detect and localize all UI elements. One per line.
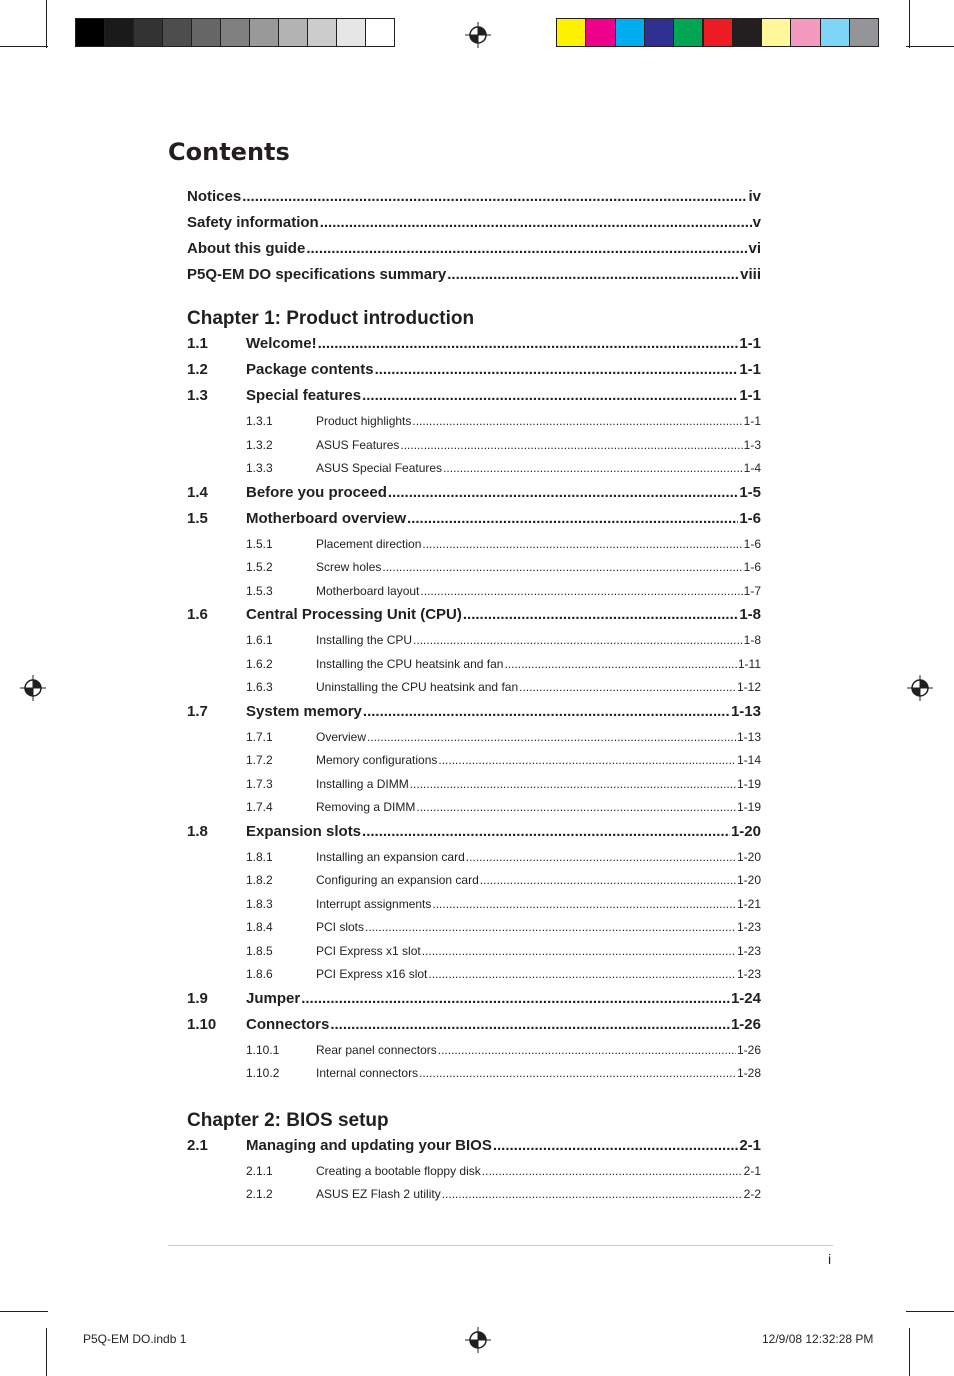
- toc-entry-label: Product highlights: [316, 414, 412, 428]
- toc-entry-label: Jumper: [246, 989, 301, 1007]
- toc-entry[interactable]: [246, 850, 761, 864]
- toc-entry-number: 1.7.1: [246, 729, 273, 744]
- calibration-swatch: [307, 18, 337, 47]
- toc-entry-number: 1.6.3: [246, 680, 273, 694]
- toc-entry-number: 1.8.2: [246, 873, 273, 887]
- toc-entry-number: 1.3.2: [246, 437, 273, 452]
- calibration-swatch: [703, 18, 733, 47]
- toc-entry-page: 1-13: [736, 729, 761, 744]
- calibration-swatch: [790, 18, 820, 47]
- toc-entry-label: Installing the CPU heatsink and fan: [316, 656, 504, 671]
- toc-entry[interactable]: [246, 920, 761, 934]
- toc-entry-page: 1-1: [739, 361, 761, 378]
- toc-entry-page: 2-1: [739, 1136, 761, 1154]
- toc-entry-page: 1-6: [739, 509, 761, 527]
- toc-entry[interactable]: [246, 873, 761, 887]
- registration-mark-icon: [465, 22, 491, 48]
- toc-entry[interactable]: [246, 584, 761, 598]
- registration-mark-icon: [465, 1327, 491, 1353]
- toc-entry-page: 1-6: [743, 536, 761, 551]
- calibration-swatch: [761, 18, 791, 47]
- toc-entry-label: About this guide: [187, 240, 306, 257]
- toc-entry-page: 1-14: [736, 753, 761, 767]
- toc-dot-leader: [447, 266, 739, 283]
- toc-entry-page: 1-6: [743, 560, 761, 574]
- toc-entry-page: vi: [748, 240, 761, 257]
- toc-dot-leader: [420, 584, 742, 598]
- toc-entry-page: 1-21: [736, 896, 761, 911]
- toc-dot-leader: [422, 537, 742, 551]
- toc-entry-number: 1.7.2: [246, 753, 273, 767]
- toc-entry-page: 1-1: [739, 387, 761, 404]
- toc-entry-number: 1.6.1: [246, 633, 273, 647]
- print-slug-timestamp: 12/9/08 12:32:28 PM: [762, 1332, 874, 1346]
- toc-entry-page: 1-8: [743, 633, 761, 647]
- toc-entry-label: Screw holes: [316, 560, 382, 574]
- toc-entry-number: 1.10: [187, 1015, 217, 1033]
- toc-entry-page: 1-5: [739, 483, 761, 501]
- toc-entry-number: 1.7.3: [246, 776, 273, 791]
- toc-entry-page: 1-4: [743, 461, 761, 475]
- toc-entry-page: 2-1: [743, 1163, 761, 1178]
- toc-entry-number: 1.10.1: [246, 1042, 280, 1057]
- toc-entry[interactable]: [187, 484, 761, 501]
- toc-entry[interactable]: [187, 214, 761, 231]
- toc-entry-label: Interrupt assignments: [316, 896, 432, 911]
- toc-entry-number: 1.8.5: [246, 943, 273, 958]
- toc-entry-label: ASUS Features: [316, 437, 400, 452]
- calibration-swatch: [365, 18, 395, 47]
- toc-entry-page: 1-26: [730, 1015, 761, 1033]
- toc-entry-label: Creating a bootable floppy disk: [316, 1163, 481, 1178]
- toc-entry-page: 1-24: [730, 989, 761, 1007]
- toc-entry[interactable]: [246, 1164, 761, 1178]
- toc-dot-leader: [432, 897, 736, 911]
- toc-entry-label: ASUS Special Features: [316, 461, 443, 475]
- calibration-swatch: [162, 18, 192, 47]
- toc-entry-page: v: [752, 214, 761, 231]
- calibration-swatch: [820, 18, 850, 47]
- toc-entry-page: 1-19: [736, 800, 761, 814]
- toc-entry[interactable]: [246, 560, 761, 574]
- toc-dot-leader: [362, 823, 730, 840]
- calibration-swatch: [673, 18, 703, 47]
- toc-dot-leader: [519, 680, 736, 694]
- toc-entry[interactable]: [187, 387, 761, 404]
- toc-entry-number: 1.9: [187, 989, 208, 1007]
- calibration-swatch: [644, 18, 674, 47]
- toc-entry[interactable]: [187, 1016, 761, 1033]
- toc-entry-label: Installing the CPU: [316, 633, 413, 647]
- toc-entry-label: Installing an expansion card: [316, 849, 465, 864]
- calibration-swatch: [249, 18, 279, 47]
- chapter-heading: Chapter 2: BIOS setup: [187, 1109, 389, 1131]
- toc-entry-label: Uninstalling the CPU heatsink and fan: [316, 680, 519, 694]
- toc-entry-number: 1.3.1: [246, 414, 273, 428]
- toc-entry-number: 1.5.1: [246, 536, 273, 551]
- toc-entry-page: 1-23: [736, 920, 761, 934]
- toc-entry[interactable]: [246, 967, 761, 981]
- toc-entry-page: 1-11: [737, 656, 761, 671]
- toc-entry-label: Managing and updating your BIOS: [246, 1136, 492, 1154]
- calibration-swatch: [556, 18, 586, 47]
- calibration-swatch: [732, 18, 762, 47]
- toc-entry[interactable]: [187, 266, 761, 283]
- toc-dot-leader: [422, 944, 736, 958]
- toc-entry[interactable]: [246, 777, 761, 791]
- toc-entry[interactable]: [246, 461, 761, 475]
- calibration-swatch: [133, 18, 163, 47]
- calibration-swatch: [615, 18, 645, 47]
- calibration-swatch: [336, 18, 366, 47]
- toc-entry[interactable]: [246, 680, 761, 694]
- toc-entry-label: Welcome!: [246, 335, 317, 352]
- toc-dot-leader: [493, 1137, 738, 1154]
- toc-entry-page: 1-20: [736, 849, 761, 864]
- toc-entry[interactable]: [246, 800, 761, 814]
- toc-entry-label: Internal connectors: [316, 1066, 419, 1080]
- toc-entry-number: 1.7: [187, 702, 208, 720]
- toc-dot-leader: [318, 335, 739, 352]
- toc-entry-page: 2-2: [743, 1187, 761, 1201]
- registration-mark-icon: [20, 675, 46, 701]
- toc-dot-leader: [400, 438, 742, 452]
- toc-entry-number: 1.6.2: [246, 656, 273, 671]
- toc-dot-leader: [419, 1066, 736, 1080]
- toc-entry-number: 1.3.3: [246, 461, 273, 475]
- toc-dot-leader: [301, 990, 730, 1007]
- toc-dot-leader: [382, 560, 742, 574]
- toc-entry[interactable]: [246, 657, 761, 671]
- toc-entry-number: 1.5: [187, 509, 208, 527]
- toc-entry-number: 1.8.4: [246, 920, 273, 934]
- page-number: i: [828, 1251, 832, 1267]
- toc-dot-leader: [416, 800, 736, 814]
- toc-entry[interactable]: [187, 703, 761, 720]
- toc-dot-leader: [463, 606, 738, 623]
- toc-entry[interactable]: [246, 897, 761, 911]
- toc-entry[interactable]: [246, 1066, 761, 1080]
- toc-dot-leader: [388, 484, 738, 501]
- toc-entry-number: 2.1.2: [246, 1187, 273, 1201]
- toc-entry-number: 1.6: [187, 606, 208, 623]
- toc-entry-label: Installing a DIMM: [316, 776, 409, 791]
- toc-entry-label: Motherboard layout: [316, 583, 420, 598]
- toc-entry-label: Special features: [246, 387, 362, 404]
- toc-dot-leader: [482, 1164, 743, 1178]
- toc-entry[interactable]: [187, 823, 761, 840]
- toc-entry[interactable]: [187, 188, 761, 205]
- toc-dot-leader: [407, 510, 738, 527]
- toc-entry[interactable]: [187, 990, 761, 1007]
- toc-dot-leader: [480, 873, 736, 887]
- toc-entry[interactable]: [246, 633, 761, 647]
- toc-entry-label: Removing a DIMM: [316, 800, 416, 814]
- toc-entry-number: 1.2: [187, 361, 208, 378]
- toc-entry-number: 1.1: [187, 335, 208, 352]
- toc-entry-label: Rear panel connectors: [316, 1042, 437, 1057]
- toc-dot-leader: [367, 730, 736, 744]
- toc-entry[interactable]: [246, 1043, 761, 1057]
- toc-entry-label: Expansion slots: [246, 822, 362, 840]
- toc-entry-page: 1-3: [743, 437, 761, 452]
- toc-entry-page: 1-19: [736, 776, 761, 791]
- toc-dot-leader: [242, 188, 747, 205]
- toc-entry-page: 1-1: [743, 414, 761, 428]
- toc-entry-page: 1-8: [739, 606, 761, 623]
- toc-entry[interactable]: [187, 1137, 761, 1154]
- toc-entry-number: 1.3: [187, 387, 208, 404]
- toc-dot-leader: [410, 777, 736, 791]
- toc-dot-leader: [438, 1043, 736, 1057]
- calibration-swatch: [75, 18, 105, 47]
- toc-entry-label: Package contents: [246, 361, 374, 378]
- toc-entry-label: Configuring an expansion card: [316, 873, 479, 887]
- calibration-swatch: [191, 18, 221, 47]
- toc-entry-label: Before you proceed: [246, 483, 387, 501]
- toc-entry-page: 1-26: [736, 1042, 761, 1057]
- calibration-swatch: [278, 18, 308, 47]
- toc-dot-leader: [412, 414, 742, 428]
- toc-dot-leader: [363, 703, 730, 720]
- toc-dot-leader: [365, 920, 736, 934]
- toc-entry[interactable]: [246, 438, 761, 452]
- print-slug-filename: P5Q-EM DO.indb 1: [83, 1332, 187, 1346]
- toc-entry-number: 1.5.3: [246, 583, 273, 598]
- toc-entry-label: P5Q-EM DO specifications summary: [187, 266, 447, 283]
- calibration-swatch: [104, 18, 134, 47]
- toc-entry-page: viii: [740, 266, 761, 283]
- toc-entry-number: 1.8: [187, 822, 208, 840]
- toc-entry-number: 1.8.3: [246, 896, 273, 911]
- toc-dot-leader: [442, 1187, 743, 1201]
- toc-entry-label: Overview: [316, 729, 367, 744]
- toc-entry-label: Motherboard overview: [246, 509, 407, 527]
- toc-entry[interactable]: [187, 606, 761, 623]
- toc-dot-leader: [438, 753, 736, 767]
- toc-entry-number: 2.1.1: [246, 1163, 273, 1178]
- toc-dot-leader: [362, 387, 738, 404]
- toc-dot-leader: [320, 214, 752, 231]
- toc-entry-label: Central Processing Unit (CPU): [246, 606, 462, 623]
- toc-entry-label: ASUS EZ Flash 2 utility: [316, 1187, 441, 1201]
- toc-dot-leader: [330, 1016, 730, 1033]
- toc-entry-number: 2.1: [187, 1136, 208, 1154]
- toc-dot-leader: [375, 361, 739, 378]
- toc-entry-label: PCI slots: [316, 920, 365, 934]
- toc-entry-page: 1-20: [736, 873, 761, 887]
- toc-entry[interactable]: [246, 414, 761, 428]
- toc-entry-page: 1-13: [730, 702, 761, 720]
- toc-entry-page: 1-23: [736, 943, 761, 958]
- chapter-heading: Chapter 1: Product introduction: [187, 308, 475, 329]
- toc-entry-page: iv: [748, 188, 761, 205]
- toc-entry-number: 1.7.4: [246, 800, 273, 814]
- calibration-swatch: [849, 18, 879, 47]
- toc-dot-leader: [306, 240, 747, 257]
- toc-entry[interactable]: [246, 730, 761, 744]
- toc-entry[interactable]: [246, 537, 761, 551]
- toc-dot-leader: [428, 967, 736, 981]
- toc-entry-label: Memory configurations: [316, 753, 438, 767]
- toc-entry-number: 1.8.6: [246, 967, 273, 981]
- toc-entry-page: 1-23: [736, 967, 761, 981]
- registration-mark-icon: [907, 675, 933, 701]
- toc-entry-label: Placement direction: [316, 536, 422, 551]
- toc-entry[interactable]: [187, 361, 761, 378]
- toc-entry[interactable]: [246, 944, 761, 958]
- toc-dot-leader: [504, 657, 736, 671]
- toc-entry[interactable]: [246, 753, 761, 767]
- calibration-swatch: [220, 18, 250, 47]
- page-title: Contents: [168, 138, 290, 166]
- toc-entry-page: 1-20: [730, 822, 761, 840]
- toc-entry[interactable]: [187, 335, 761, 352]
- toc-dot-leader: [443, 461, 743, 475]
- toc-entry-label: Notices: [187, 188, 242, 205]
- toc-entry-number: 1.8.1: [246, 849, 273, 864]
- toc-entry-page: 1-7: [743, 583, 761, 598]
- toc-dot-leader: [466, 850, 736, 864]
- footer-divider: [168, 1245, 833, 1246]
- toc-dot-leader: [413, 633, 743, 647]
- toc-entry-label: Safety information: [187, 214, 319, 231]
- toc-entry-label: PCI Express x16 slot: [316, 967, 428, 981]
- toc-entry[interactable]: [187, 510, 761, 527]
- toc-entry-page: 1-1: [739, 335, 761, 352]
- calibration-swatch: [585, 18, 615, 47]
- toc-entry-number: 1.5.2: [246, 560, 273, 574]
- toc-entry-number: 1.10.2: [246, 1066, 280, 1080]
- toc-entry-page: 1-12: [736, 680, 761, 694]
- toc-entry-label: PCI Express x1 slot: [316, 943, 421, 958]
- toc-entry[interactable]: [187, 240, 761, 257]
- toc-entry[interactable]: [246, 1187, 761, 1201]
- toc-entry-page: 1-28: [736, 1066, 761, 1080]
- toc-entry-number: 1.4: [187, 483, 208, 501]
- toc-entry-label: System memory: [246, 702, 362, 720]
- toc-entry-label: Connectors: [246, 1015, 330, 1033]
